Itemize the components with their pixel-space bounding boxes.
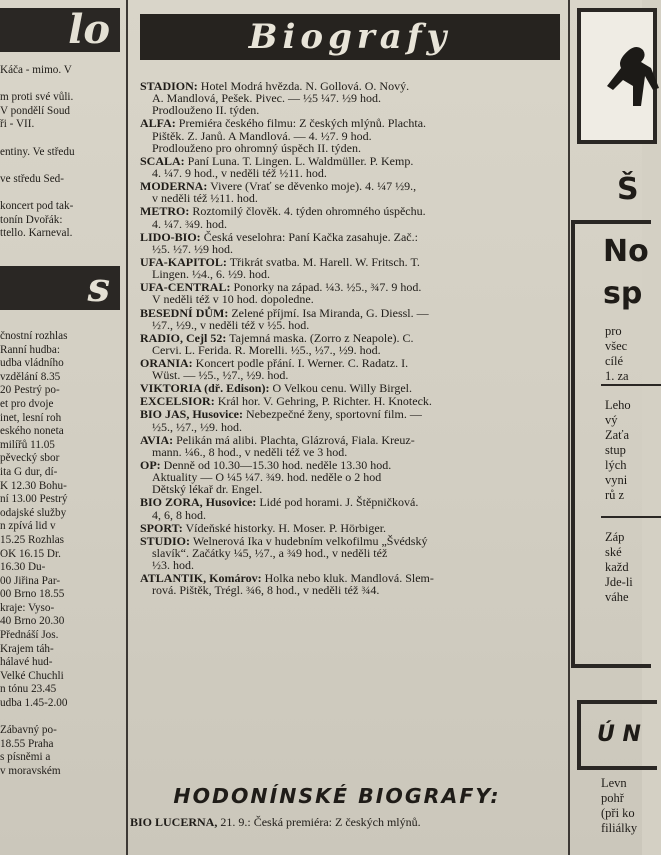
cinema-program: Lidé pod horami. J. Štěpničková. (259, 495, 419, 510)
column-rule-right (568, 0, 570, 855)
text-line: Káča - mimo. V (0, 64, 72, 76)
cinema-program: Nebezpečné ženy, sportovní film. — (246, 407, 422, 422)
text-line: K 12.30 Bohu- (0, 479, 67, 492)
text-line: 16.30 Du- (0, 561, 46, 574)
text-line: váhe (605, 590, 629, 604)
cinema-program: Vivere (Vrať se děvenko moje). 4. ¼7 ½9., (210, 179, 417, 194)
entry-line (140, 509, 570, 521)
advert-bottom-heading: Ú N (597, 722, 641, 747)
entry-line (140, 243, 570, 255)
text-line: 40 Brno 20.30 (0, 615, 65, 628)
cinema-program: A. Mandlová, Pešek. Pivec. — ½5 ¼7. ½9 hod. (152, 91, 381, 106)
advert-box-bottom (577, 700, 657, 770)
cinema-entry (140, 496, 570, 520)
left-column-header-mid: s (0, 266, 120, 310)
text-line: pohř (601, 791, 624, 805)
cinema-program: 4. ¼7. 9 hod., v neděli též ½11. hod. (152, 166, 327, 181)
cinema-name: SPORT: (140, 520, 183, 535)
text-line: V pondělí Soud (0, 104, 71, 117)
text-line: Ranní hudba: (0, 343, 60, 356)
advert-box-top (577, 8, 657, 144)
text-line: milířů 11.05 (0, 438, 55, 451)
cinema-entry (140, 382, 570, 394)
cinema-entry (140, 357, 570, 381)
text-line: v moravském (0, 765, 61, 777)
cinema-program: rová. Pištěk, Trégl. ¾6, 8 hod., v neděli též ¾4. (152, 583, 380, 598)
cinema-program: 4. ¼7. ¾9. hod. (152, 216, 227, 231)
hodonin-header: HODONÍNSKÉ BIOGRAFY: (173, 784, 501, 808)
entry-line (140, 382, 570, 394)
text-line: Jde-li (605, 575, 633, 589)
cinema-program: Lingen. ½4., 6. ½9. hod. (152, 267, 270, 282)
text-line: čnostní rozhlas (0, 330, 68, 342)
text-line: všec (605, 339, 628, 353)
entry-line (140, 167, 570, 179)
cinema-name: SCALA: (140, 153, 185, 168)
cinema-program: Paní Luna. T. Lingen. L. Waldmüller. P. Kemp. (187, 153, 414, 168)
cinema-program: ½5., ½7., ½9. hod. (152, 419, 242, 434)
text-line: (při ko (601, 806, 635, 820)
advert-big-word-1: No (603, 234, 649, 269)
entry-line (140, 584, 570, 596)
text-line: ve středu Sed- (0, 172, 65, 185)
cinema-program: Wüst. — ½5., ½7., ½9. hod. (152, 368, 289, 383)
biografy-header (140, 14, 560, 60)
entry-line (140, 192, 570, 204)
text-line: tonín Dvořák: (0, 213, 63, 226)
text-line: 00 Jiřina Par- (0, 574, 61, 587)
cinema-program: 4, 6, 8 hod. (152, 507, 206, 522)
advert-text-1 (605, 324, 629, 384)
cinema-name: MODERNA: (140, 179, 208, 194)
cinema-name: BIO ZORA, Husovice: (140, 495, 257, 510)
text-line: Zábavný po- (0, 724, 57, 737)
text-line: n tónu 23.45 (0, 683, 57, 696)
cinema-name: BIO JAS, Husovice: (140, 407, 244, 422)
advert-text-3 (605, 530, 633, 605)
cinema-program: Hotel Modrá hvězda. N. Gollová. O. Nový. (200, 79, 410, 93)
entry-line (140, 559, 570, 571)
cinema-name: RADIO, Cejl 52: (140, 330, 227, 345)
cinema-name: ORANIA: (140, 356, 193, 371)
cinema-program: Premiéra českého filmu: Z českých mlýnů. Plachta. (178, 116, 427, 131)
cinema-program: Denně od 10.30—15.30 hod. neděle 13.30 hod. (163, 457, 392, 472)
entry-line (140, 421, 570, 433)
cinema-entry (140, 117, 570, 154)
right-column (571, 0, 649, 855)
text-line: cílé (605, 354, 624, 368)
left-column-text-top (0, 64, 120, 241)
text-line: n zpívá lid v (0, 520, 56, 533)
text-line: 15.25 Rozhlas (0, 533, 65, 546)
cinema-listing-column (130, 0, 566, 855)
cinema-program: ½5. ½7. ½9 hod. (152, 241, 233, 256)
text-line: eského noneta (0, 425, 64, 438)
cinema-program: Česká veselohra: Paní Kačka zasahuje. Zač.: (203, 229, 418, 244)
cinema-program: Tajemná maska. (Zorro z Neapole). C. (229, 330, 414, 345)
cinema-program: Ponorky na západ. ¼3. ½5., ¾7. 9 hod. (233, 280, 422, 295)
text-line: ttello. Karneval. (0, 227, 73, 240)
advert-box-middle (571, 220, 651, 668)
cinema-program: slavík“. Začátky ¼5, ½7., a ¾9 hod., v neděli též (152, 545, 388, 560)
cinema-name: ATLANTIK, Komárov: (140, 571, 262, 586)
cinema-program: ½3. hod. (152, 558, 194, 573)
cinema-name: OP: (140, 457, 161, 472)
advert-text-2 (605, 398, 631, 503)
cinema-program: v neděli též ½11. hod. (152, 191, 258, 206)
text-line: stup (605, 443, 626, 457)
figure-illustration-icon (599, 42, 659, 112)
text-line: lých (605, 458, 627, 472)
entry-line (140, 522, 570, 534)
cinema-entry (140, 459, 570, 496)
text-line: 18.55 Praha (0, 737, 54, 750)
text-line (0, 159, 120, 173)
text-line: Levn (601, 776, 627, 790)
text-line: s písněmi a (0, 751, 51, 764)
cinema-name: BESEDNÍ DŮM: (140, 305, 229, 320)
text-line: 20 Pestrý po- (0, 384, 60, 397)
left-column-header-top: lo (0, 8, 120, 52)
text-line: udba 1.45-2.00 (0, 697, 68, 710)
cinema-program: Prodlouženo II. týden. (152, 103, 260, 118)
text-line: ita G dur, dí- (0, 465, 58, 478)
cinema-program: Koncert podle přání. I. Werner. C. Radatz. I. (195, 356, 409, 371)
cinema-entries (140, 80, 570, 598)
column-rule-left (126, 0, 128, 855)
entry-line (140, 293, 570, 305)
text-line: OK 16.15 Dr. (0, 547, 61, 560)
cinema-entry (140, 572, 570, 596)
cinema-program: Třikrát svatba. M. Harell. W. Fritsch. T. (229, 254, 420, 269)
entry-line (140, 218, 570, 230)
text-line (0, 78, 120, 92)
cinema-name: BIO LUCERNA, (130, 815, 218, 829)
advert-text-4 (601, 776, 637, 836)
text-line: Záp (605, 530, 625, 544)
cinema-program: Král hor. V. Gehring, P. Richter. H. Knoteck. (217, 394, 432, 409)
text-line (0, 186, 120, 200)
text-line: hálavé hud- (0, 656, 53, 669)
cinema-name: UFA-KAPITOL: (140, 254, 227, 269)
text-line: 1. za (605, 369, 629, 383)
advert-big-word-2: sp (603, 276, 643, 311)
text-line: udba vládního (0, 357, 64, 370)
cinema-program: Holka nebo kluk. Mandlová. Slem- (264, 571, 434, 586)
text-line: Velké Chuchli (0, 669, 64, 682)
text-line: Leho (605, 398, 631, 412)
cinema-program: Dětský lékař dr. Engel. (152, 482, 263, 497)
cinema-entry (140, 80, 570, 117)
text-line: koncert pod tak- (0, 199, 74, 212)
bio-lucerna-entry (130, 815, 570, 830)
entry-line (140, 395, 570, 407)
text-line: ní 13.00 Pestrý (0, 493, 68, 506)
cinema-entry (140, 205, 570, 229)
text-line: m proti své vůli. (0, 91, 74, 104)
text-line: 00 Brno 18.55 (0, 588, 65, 601)
cinema-program: V neděli též v 10 hod. dopoledne. (152, 292, 314, 307)
cinema-name: UFA-CENTRAL: (140, 280, 231, 295)
text-line: filiálky (601, 821, 638, 835)
cinema-entry (140, 395, 570, 407)
entry-line (140, 369, 570, 381)
cinema-program: Pištěk. Z. Janů. A Mandlová. — 4. ½7. 9 hod. (152, 128, 372, 143)
text-line: et pro dvoje (0, 397, 54, 410)
entry-line (140, 344, 570, 356)
cinema-entry (140, 231, 570, 255)
cinema-program: Roztomilý člověk. 4. týden ohromného úspěchu. (192, 204, 426, 219)
cinema-name: LIDO-BIO: (140, 229, 201, 244)
cinema-program: Vídeňské historky. H. Moser. P. Hörbiger. (185, 520, 387, 535)
biografy-title: Biografy (248, 17, 452, 57)
cinema-entry (140, 307, 570, 331)
cinema-entry (140, 155, 570, 179)
text-line: Zaťa (605, 428, 630, 442)
entry-line (140, 547, 570, 559)
cinema-name: STADION: (140, 79, 198, 93)
entry-line (140, 268, 570, 280)
text-line (0, 711, 120, 725)
text-line: Krajem táh- (0, 642, 54, 655)
advert-divider (601, 516, 661, 518)
text-line: ři - VII. (0, 118, 35, 131)
entry-line (140, 483, 570, 495)
cinema-program: Prodlouženo pro ohromný úspěch II. týden. (152, 140, 361, 155)
entry-line (140, 142, 570, 154)
cinema-name: METRO: (140, 204, 190, 219)
text-line: pěvecký sbor (0, 452, 60, 465)
cinema-entry (140, 434, 570, 458)
radio-program-text (0, 330, 120, 779)
cinema-program: mann. ¼6., 8 hod., v neděli též ve 3 hod. (152, 444, 348, 459)
cinema-program: Zelené příjmí. Isa Miranda, G. Diessl. — (231, 305, 429, 320)
cinema-entry (140, 332, 570, 356)
text-line: odajské služby (0, 506, 67, 519)
entry-line (140, 319, 570, 331)
text-line (0, 132, 120, 146)
cinema-entry (140, 535, 570, 572)
cinema-name: STUDIO: (140, 533, 191, 548)
text-line: vyni (605, 473, 628, 487)
cinema-program: Aktuality — O ¼5 ¼7. ¾9. hod. neděle o 2 hod (152, 470, 382, 485)
text-line: rů z (605, 488, 625, 502)
text-line: inet, lesní roh (0, 411, 62, 424)
right-big-letter: Š (617, 172, 639, 207)
entry-line (140, 446, 570, 458)
advert-divider (601, 384, 661, 386)
cinema-program: Pelikán má alibi. Plachta, Glázrová, Fiala. Kreuz- (176, 432, 415, 447)
cinema-name: EXCELSIOR: (140, 394, 215, 409)
text-line: ské (605, 545, 622, 559)
cinema-program: ½7., ½9., v neděli též v ½5. hod. (152, 317, 310, 332)
cinema-entry (140, 408, 570, 432)
cinema-entry (140, 256, 570, 280)
text-line: vý (605, 413, 618, 427)
text-line: kraje: Vyso- (0, 601, 55, 614)
cinema-program: Welnerová Ika v hudebním velkofilmu „Švédský (192, 533, 428, 548)
cinema-program: Cervi. L. Ferida. R. Morelli. ½5., ½7., ½9. hod. (152, 342, 381, 357)
cinema-name: VIKTORIA (dř. Edison): (140, 381, 270, 396)
cinema-entry (140, 281, 570, 305)
cinema-name: ALFA: (140, 116, 176, 131)
text-line: Přednáší Jos. (0, 629, 59, 642)
text-line: entiny. Ve středu (0, 145, 75, 158)
cinema-name: AVIA: (140, 432, 174, 447)
text-line: vzdělání 8.35 (0, 370, 61, 383)
text-line: každ (605, 560, 629, 574)
entry-line (140, 104, 570, 116)
cinema-program: 21. 9.: Česká premiéra: Z českých mlýnů. (220, 815, 421, 829)
cinema-entry (140, 180, 570, 204)
text-line: pro (605, 324, 622, 338)
left-column (0, 0, 124, 855)
cinema-program: O Velkou cenu. Willy Birgel. (272, 381, 412, 396)
cinema-entry (140, 522, 570, 534)
